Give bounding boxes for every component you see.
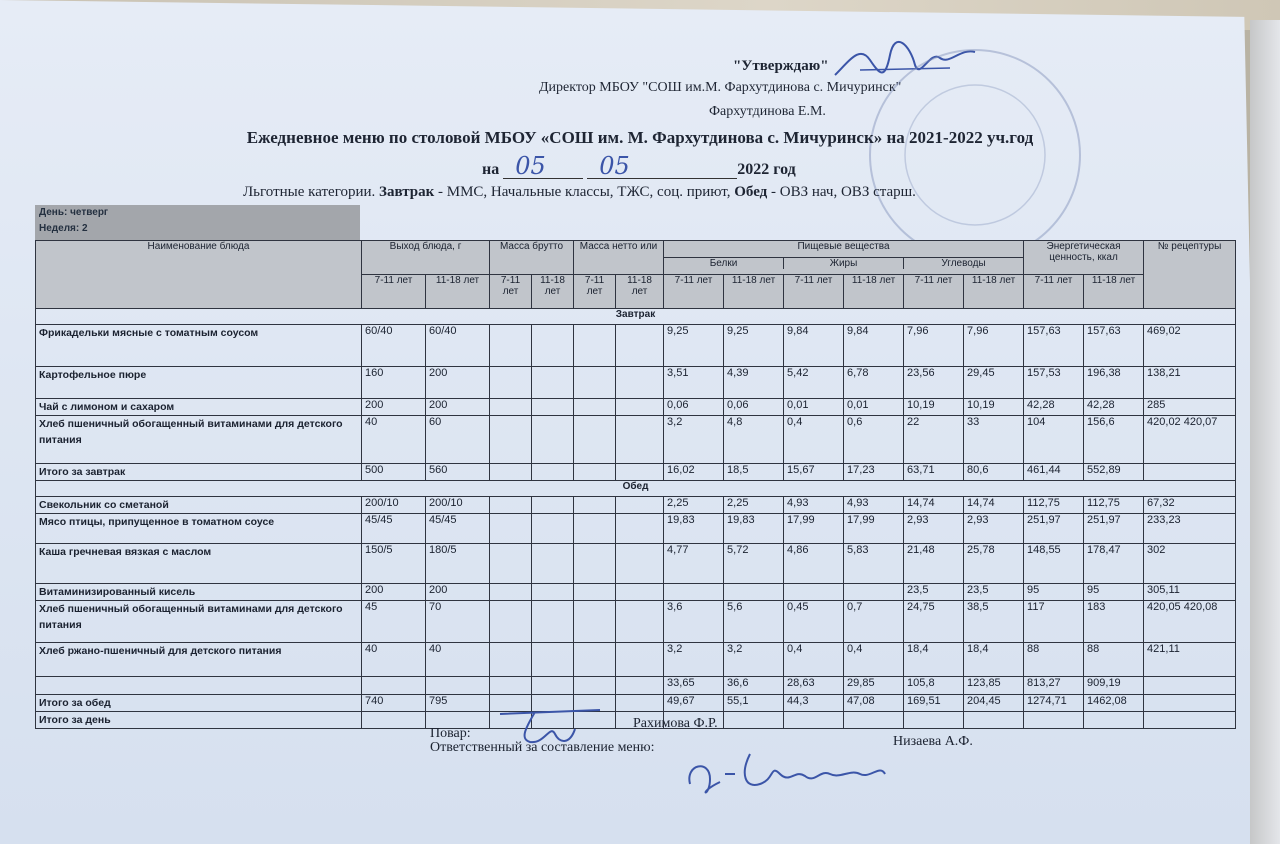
col-recipe: № рецептуры — [1144, 241, 1236, 309]
categories-lunch-label: Обед — [734, 184, 768, 200]
cell-y2: 560 — [426, 464, 490, 481]
week-label: Неделя: 2 — [39, 223, 88, 234]
cell-c1: 7,96 — [904, 325, 964, 367]
table-row — [36, 643, 1236, 677]
cell-rec — [1144, 464, 1236, 481]
cell-empty — [574, 464, 616, 481]
table-row — [36, 416, 1236, 464]
cell-c2: 14,74 — [964, 497, 1024, 514]
cell-c2 — [964, 712, 1024, 729]
cell-c1: 21,48 — [904, 544, 964, 584]
cell-empty — [616, 325, 664, 367]
cell-p1 — [664, 584, 724, 601]
section-title: Завтрак — [36, 309, 1236, 325]
date-prefix: на — [482, 161, 500, 178]
cell-empty — [574, 677, 616, 695]
cell-empty — [616, 695, 664, 712]
cell-empty — [574, 584, 616, 601]
cell-empty — [490, 325, 532, 367]
lunch-sums-row — [36, 677, 1236, 695]
table-row — [36, 325, 1236, 367]
cell-empty — [574, 399, 616, 416]
cell-c1: 23,5 — [904, 584, 964, 601]
col-age-11-18: 11-18 лет — [844, 275, 904, 309]
cell-c2: 33 — [964, 416, 1024, 464]
col-carbs: Углеводы — [941, 258, 986, 269]
cell-e1: 112,75 — [1024, 497, 1084, 514]
cell-empty — [616, 643, 664, 677]
cell-p2: 9,25 — [724, 325, 784, 367]
dish-name: Хлеб пшеничный обогащенный витаминами для детского питания — [36, 416, 362, 464]
cell-rec: 285 — [1144, 399, 1236, 416]
cell-empty — [574, 325, 616, 367]
categories-line — [243, 184, 916, 201]
cell-empty — [532, 325, 574, 367]
cell-y1: 200 — [362, 399, 426, 416]
cell-empty — [574, 643, 616, 677]
cell-c1: 169,51 — [904, 695, 964, 712]
cell-empty — [490, 399, 532, 416]
cell-rec: 421,11 — [1144, 643, 1236, 677]
cell-p1: 0,06 — [664, 399, 724, 416]
col-age-11-18: 11-18 лет — [532, 275, 574, 309]
cell-f2: 5,83 — [844, 544, 904, 584]
date-month: 05 — [599, 152, 630, 180]
cook-name: Рахимова Ф.Р. — [633, 716, 718, 731]
cell-y2: 200/10 — [426, 497, 490, 514]
cell-p2: 3,2 — [724, 643, 784, 677]
cell-e2: 157,63 — [1084, 325, 1144, 367]
col-age-7-11: 7-11 лет — [490, 275, 532, 309]
cell-e2: 251,97 — [1084, 514, 1144, 544]
cell-e2: 95 — [1084, 584, 1144, 601]
col-gross: Масса брутто — [490, 241, 574, 275]
cell-e1 — [1024, 712, 1084, 729]
cell-f2: 0,4 — [844, 643, 904, 677]
cell-empty — [532, 399, 574, 416]
cell-empty — [490, 677, 532, 695]
approve-label: "Утверждаю" — [733, 58, 829, 74]
dish-name: Витаминизированный кисель — [36, 584, 362, 601]
cell-e2: 156,6 — [1084, 416, 1144, 464]
cell-c1: 63,71 — [904, 464, 964, 481]
cell-e2: 552,89 — [1084, 464, 1144, 481]
day-info-box — [35, 205, 360, 240]
cell-e1: 1274,71 — [1024, 695, 1084, 712]
cell-e2: 42,28 — [1084, 399, 1144, 416]
cell-empty — [574, 514, 616, 544]
col-net: Масса нетто или — [574, 241, 664, 275]
cell-y1: 150/5 — [362, 544, 426, 584]
cell-empty — [532, 416, 574, 464]
cell-empty — [616, 464, 664, 481]
total-row — [36, 695, 1236, 712]
cell-empty — [490, 497, 532, 514]
cell-y1: 45 — [362, 601, 426, 643]
table-row — [36, 544, 1236, 584]
cell-p2: 4,39 — [724, 367, 784, 399]
cell-e1: 117 — [1024, 601, 1084, 643]
cell-f2 — [844, 584, 904, 601]
cell-f2: 17,23 — [844, 464, 904, 481]
cell-f1: 4,86 — [784, 544, 844, 584]
cell-y1: 40 — [362, 643, 426, 677]
cell-empty — [574, 497, 616, 514]
cell-e2 — [1084, 712, 1144, 729]
col-age-11-18: 11-18 лет — [616, 275, 664, 309]
cell-e1: 42,28 — [1024, 399, 1084, 416]
cell-y1: 200/10 — [362, 497, 426, 514]
dish-name: Картофельное пюре — [36, 367, 362, 399]
col-age-7-11: 7-11 лет — [1024, 275, 1084, 309]
dish-name: Итого за завтрак — [36, 464, 362, 481]
cell-e1: 95 — [1024, 584, 1084, 601]
cell-f1: 0,4 — [784, 643, 844, 677]
cell-c2: 29,45 — [964, 367, 1024, 399]
dish-name: Хлеб ржано-пшеничный для детского питания — [36, 643, 362, 677]
cell-y2: 200 — [426, 399, 490, 416]
cell-rec: 302 — [1144, 544, 1236, 584]
cell-f2: 0,01 — [844, 399, 904, 416]
cell-c2: 2,93 — [964, 514, 1024, 544]
cell-f1: 0,45 — [784, 601, 844, 643]
cell-f2: 9,84 — [844, 325, 904, 367]
cell-rec: 420,05 420,08 — [1144, 601, 1236, 643]
cell-rec — [1144, 712, 1236, 729]
col-fats: Жиры — [784, 258, 904, 269]
dish-name: Каша гречневая вязкая с маслом — [36, 544, 362, 584]
cell-c2: 25,78 — [964, 544, 1024, 584]
cell-c2: 23,5 — [964, 584, 1024, 601]
responsible-signature — [680, 744, 890, 804]
cell-c2: 7,96 — [964, 325, 1024, 367]
cell-c1: 2,93 — [904, 514, 964, 544]
col-age-11-18: 11-18 лет — [1084, 275, 1144, 309]
table-row — [36, 601, 1236, 643]
responsible-label: Ответственный за составление меню: — [430, 740, 655, 755]
day-label: День: четверг — [39, 207, 109, 218]
cell-p1: 19,83 — [664, 514, 724, 544]
cell-f2: 6,78 — [844, 367, 904, 399]
cell-empty — [490, 601, 532, 643]
cell-e2: 1462,08 — [1084, 695, 1144, 712]
cell-empty — [532, 464, 574, 481]
table-row — [36, 514, 1236, 544]
cell-e1: 461,44 — [1024, 464, 1084, 481]
col-proteins: Белки — [664, 258, 784, 269]
cell-empty — [616, 601, 664, 643]
cell-empty — [490, 514, 532, 544]
cell-e2: 183 — [1084, 601, 1144, 643]
cell-f2 — [844, 712, 904, 729]
cell-rec: 305,11 — [1144, 584, 1236, 601]
dish-name: Хлеб пшеничный обогащенный витаминами для детского питания — [36, 601, 362, 643]
cell-f1: 9,84 — [784, 325, 844, 367]
cell-p1: 3,2 — [664, 416, 724, 464]
cell-p2: 5,72 — [724, 544, 784, 584]
cell-c1 — [904, 712, 964, 729]
cell-empty — [490, 643, 532, 677]
cell-p1: 3,2 — [664, 643, 724, 677]
cell-p2: 18,5 — [724, 464, 784, 481]
cell-rec: 138,21 — [1144, 367, 1236, 399]
cell-e1: 157,63 — [1024, 325, 1084, 367]
col-nutrients-label: Пищевые вещества — [664, 241, 1023, 258]
cell-c2: 38,5 — [964, 601, 1024, 643]
cell-p1: 49,67 — [664, 695, 724, 712]
cell-f1: 44,3 — [784, 695, 844, 712]
cell-e2: 112,75 — [1084, 497, 1144, 514]
cell-c2: 10,19 — [964, 399, 1024, 416]
cell-e1: 148,55 — [1024, 544, 1084, 584]
stamp — [860, 40, 1090, 270]
col-age-7-11: 7-11 лет — [362, 275, 426, 309]
cell-f2: 47,08 — [844, 695, 904, 712]
director-line: Директор МБОУ "СОШ им.М. Фархутдинова с. Мичуринск" — [539, 80, 902, 95]
section-row — [36, 481, 1236, 497]
cell-e1: 157,53 — [1024, 367, 1084, 399]
col-nutrients-sub — [664, 258, 1023, 269]
section-title: Обед — [36, 481, 1236, 497]
cell-e1: 813,27 — [1024, 677, 1084, 695]
cell-y1 — [362, 712, 426, 729]
cell-f1: 0,4 — [784, 416, 844, 464]
cook-label: Повар: — [430, 726, 471, 741]
categories-prefix: Льготные категории. — [243, 184, 380, 200]
cell-f1: 0,01 — [784, 399, 844, 416]
dish-name — [36, 677, 362, 695]
cell-f1: 4,93 — [784, 497, 844, 514]
col-age-7-11: 7-11 лет — [904, 275, 964, 309]
cell-empty — [616, 514, 664, 544]
cell-empty — [490, 584, 532, 601]
cell-e2: 178,47 — [1084, 544, 1144, 584]
cell-c1: 23,56 — [904, 367, 964, 399]
cell-empty — [616, 497, 664, 514]
cell-y2: 180/5 — [426, 544, 490, 584]
cell-p2: 19,83 — [724, 514, 784, 544]
cell-empty — [532, 584, 574, 601]
cell-e2: 196,38 — [1084, 367, 1144, 399]
cell-empty — [490, 464, 532, 481]
cell-y1: 160 — [362, 367, 426, 399]
cell-e1: 251,97 — [1024, 514, 1084, 544]
cell-y2: 795 — [426, 695, 490, 712]
cell-p2: 55,1 — [724, 695, 784, 712]
cell-empty — [574, 416, 616, 464]
cell-c1: 10,19 — [904, 399, 964, 416]
cell-f1: 17,99 — [784, 514, 844, 544]
cell-rec — [1144, 695, 1236, 712]
cell-f2: 0,6 — [844, 416, 904, 464]
cell-p2 — [724, 584, 784, 601]
cell-c1: 18,4 — [904, 643, 964, 677]
cell-c2: 204,45 — [964, 695, 1024, 712]
cell-empty — [532, 544, 574, 584]
cell-y2 — [426, 677, 490, 695]
cell-empty — [490, 367, 532, 399]
cell-empty — [532, 643, 574, 677]
cell-empty — [532, 367, 574, 399]
cell-p1: 4,77 — [664, 544, 724, 584]
cell-y2: 60/40 — [426, 325, 490, 367]
cell-f1: 5,42 — [784, 367, 844, 399]
cell-f1 — [784, 712, 844, 729]
cell-e1: 88 — [1024, 643, 1084, 677]
menu-table — [35, 240, 1236, 729]
cell-p2: 0,06 — [724, 399, 784, 416]
section-row — [36, 309, 1236, 325]
table-header — [36, 241, 1236, 309]
cell-empty — [616, 367, 664, 399]
cell-y1: 40 — [362, 416, 426, 464]
cell-f1: 15,67 — [784, 464, 844, 481]
cell-rec: 469,02 — [1144, 325, 1236, 367]
col-age-11-18: 11-18 лет — [426, 275, 490, 309]
cell-empty — [532, 601, 574, 643]
cell-empty — [490, 544, 532, 584]
cell-y2: 200 — [426, 584, 490, 601]
cell-f2: 29,85 — [844, 677, 904, 695]
categories-lunch-groups: - ОВЗ нач, ОВЗ старш. — [767, 184, 916, 200]
cell-empty — [616, 584, 664, 601]
cell-f2: 4,93 — [844, 497, 904, 514]
col-age-11-18: 11-18 лет — [724, 275, 784, 309]
cell-p2 — [724, 712, 784, 729]
cell-rec: 67,32 — [1144, 497, 1236, 514]
date-month-field — [587, 152, 737, 180]
cell-y1: 500 — [362, 464, 426, 481]
dish-name: Фрикадельки мясные с томатным соусом — [36, 325, 362, 367]
cell-c1: 22 — [904, 416, 964, 464]
dish-name: Чай с лимоном и сахаром — [36, 399, 362, 416]
cell-p1: 2,25 — [664, 497, 724, 514]
cell-f2: 0,7 — [844, 601, 904, 643]
cell-p2: 36,6 — [724, 677, 784, 695]
table-row — [36, 399, 1236, 416]
cell-empty — [532, 514, 574, 544]
date-year: 2022 год — [737, 161, 796, 178]
director-name: Фархутдинова Е.М. — [709, 104, 826, 119]
cell-empty — [616, 416, 664, 464]
date-day-field — [503, 152, 583, 180]
cell-f2: 17,99 — [844, 514, 904, 544]
cell-p2: 4,8 — [724, 416, 784, 464]
cell-empty — [532, 497, 574, 514]
cell-empty — [574, 367, 616, 399]
cell-empty — [490, 416, 532, 464]
col-yield: Выход блюда, г — [362, 241, 490, 275]
cell-y1: 740 — [362, 695, 426, 712]
cell-e2: 88 — [1084, 643, 1144, 677]
cell-p1: 16,02 — [664, 464, 724, 481]
cell-rec: 233,23 — [1144, 514, 1236, 544]
date-line — [482, 152, 796, 180]
cell-f1 — [784, 584, 844, 601]
cell-y1: 45/45 — [362, 514, 426, 544]
table-row — [36, 497, 1236, 514]
categories-breakfast-label: Завтрак — [379, 184, 435, 200]
table-row — [36, 584, 1236, 601]
cell-empty — [616, 677, 664, 695]
cell-empty — [616, 399, 664, 416]
dish-name: Свекольник со сметаной — [36, 497, 362, 514]
cell-p1: 3,6 — [664, 601, 724, 643]
cell-e2: 909,19 — [1084, 677, 1144, 695]
dish-name: Итого за обед — [36, 695, 362, 712]
cell-y2: 45/45 — [426, 514, 490, 544]
col-age-7-11: 7-11 лет — [574, 275, 616, 309]
cell-c1: 14,74 — [904, 497, 964, 514]
date-day: 05 — [515, 152, 546, 180]
cell-y2: 40 — [426, 643, 490, 677]
col-age-7-11: 7-11 лет — [784, 275, 844, 309]
dish-name: Мясо птицы, припущенное в томатном соусе — [36, 514, 362, 544]
cell-p2: 2,25 — [724, 497, 784, 514]
cell-rec: 420,02 420,07 — [1144, 416, 1236, 464]
cell-p1: 33,65 — [664, 677, 724, 695]
cell-y2: 70 — [426, 601, 490, 643]
categories-breakfast-groups: - ММС, Начальные классы, ТЖС, соц. приют, — [434, 184, 735, 200]
col-age-7-11: 7-11 лет — [664, 275, 724, 309]
cell-c1: 24,75 — [904, 601, 964, 643]
col-nutrients — [664, 241, 1024, 275]
cell-empty — [574, 601, 616, 643]
page-title: Ежедневное меню по столовой МБОУ «СОШ им. М. Фархутдинова с. Мичуринск» на 2021-2022 уч.год — [246, 128, 1034, 147]
cell-p2: 5,6 — [724, 601, 784, 643]
cell-y1 — [362, 677, 426, 695]
cell-y1: 200 — [362, 584, 426, 601]
dish-name: Итого за день — [36, 712, 362, 729]
cell-c2: 80,6 — [964, 464, 1024, 481]
cell-p1: 3,51 — [664, 367, 724, 399]
col-age-11-18: 11-18 лет — [964, 275, 1024, 309]
total-row — [36, 464, 1236, 481]
cell-rec — [1144, 677, 1236, 695]
cell-e1: 104 — [1024, 416, 1084, 464]
cell-c2: 123,85 — [964, 677, 1024, 695]
cell-empty — [532, 677, 574, 695]
cell-c2: 18,4 — [964, 643, 1024, 677]
cell-y2: 60 — [426, 416, 490, 464]
col-energy: Энергетическая ценность, ккал — [1024, 241, 1144, 275]
cell-p1: 9,25 — [664, 325, 724, 367]
table-body — [36, 309, 1236, 729]
responsible-name: Низаева А.Ф. — [893, 734, 973, 749]
cell-empty — [574, 544, 616, 584]
cell-empty — [616, 544, 664, 584]
cell-c1: 105,8 — [904, 677, 964, 695]
cell-f1: 28,63 — [784, 677, 844, 695]
cell-y2: 200 — [426, 367, 490, 399]
table-row — [36, 367, 1236, 399]
col-dish: Наименование блюда — [36, 241, 362, 309]
cell-y1: 60/40 — [362, 325, 426, 367]
